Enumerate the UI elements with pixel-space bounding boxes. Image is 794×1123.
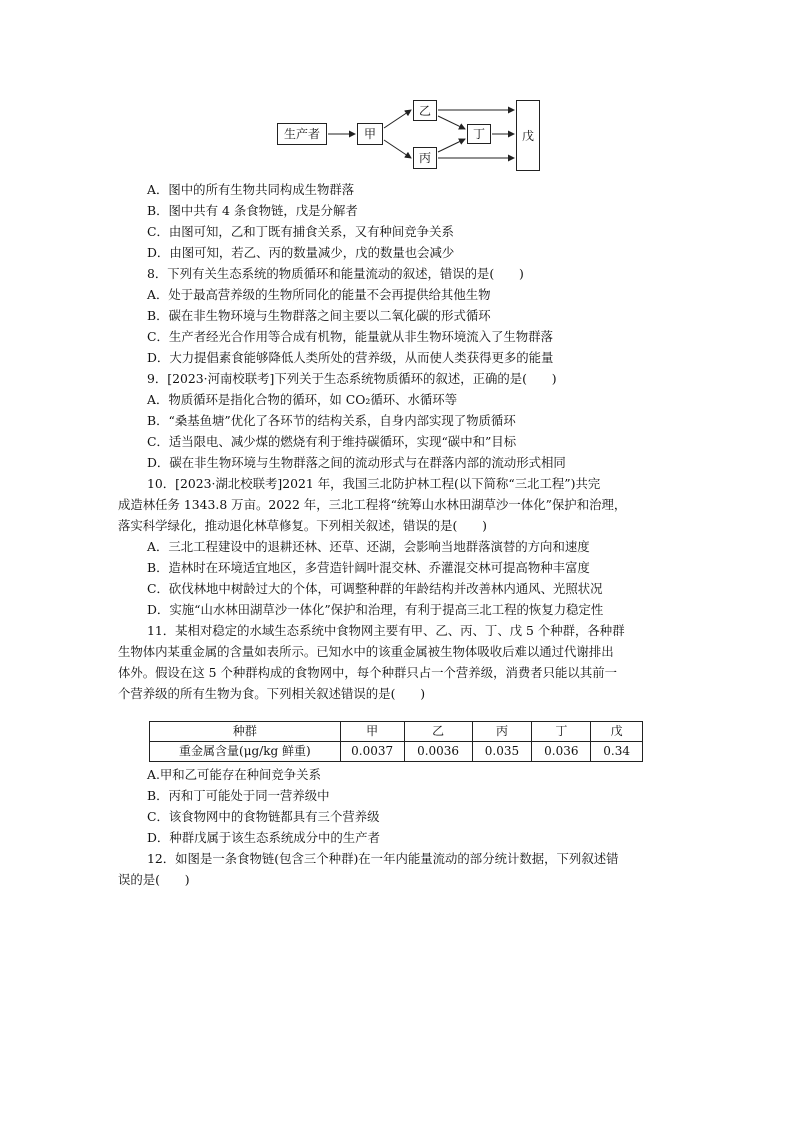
table-cell: 0.036	[532, 742, 591, 762]
question-10-line-3: 落实科学绿化，推动退化林草修复。下列相关叙述，错误的是( )	[118, 518, 487, 533]
option-7c: C．由图可知，乙和丁既有捕食关系，又有种间竞争关系	[147, 224, 454, 239]
table-cell: 0.035	[472, 742, 532, 762]
jia-node: 甲	[357, 123, 383, 145]
producer-node: 生产者	[277, 123, 327, 145]
option-9b: B．“桑基鱼塘”优化了各环节的结构关系，自身内部实现了物质循环	[147, 413, 516, 428]
table-header-cell: 丙	[472, 722, 532, 742]
table-cell: 0.0037	[340, 742, 404, 762]
table-header-cell: 种群	[150, 722, 341, 742]
question-11-line-2: 生物体内某重金属的含量如表所示。已知水中的该重金属被生物体吸收后难以通过代谢排出	[118, 644, 614, 659]
table-header-cell: 戊	[591, 722, 643, 742]
question-12-line-2: 误的是( )	[118, 872, 190, 887]
table-header-cell: 甲	[340, 722, 404, 742]
question-9: 9．[2023·河南校联考]下列关于生态系统物质循环的叙述，正确的是( )	[147, 371, 557, 386]
question-11-line-3: 体外。假设在这 5 个种群构成的食物网中，每个种群只占一个营养级，消费者只能以其前一	[118, 665, 617, 680]
option-8c: C．生产者经光合作用等合成有机物，能量就从非生物环境流入了生物群落	[147, 329, 553, 344]
question-8: 8．下列有关生态系统的物质循环和能量流动的叙述，错误的是( )	[147, 266, 524, 281]
option-8d: D．大力提倡素食能够降低人类所处的营养级，从而使人类获得更多的能量	[147, 350, 554, 365]
wu-node: 戊	[516, 100, 540, 171]
table-cell: 0.34	[591, 742, 643, 762]
option-9c: C．适当限电、减少煤的燃烧有利于维持碳循环，实现“碳中和”目标	[147, 434, 517, 449]
question-10-line-1: 10．[2023·湖北校联考]2021 年，我国三北防护林工程(以下简称“三北工程”)共完	[147, 476, 601, 491]
food-web-diagram	[270, 96, 570, 176]
option-8b: B．碳在非生物环境与生物群落之间主要以二氧化碳的形式循环	[147, 308, 491, 323]
table-cell: 重金属含量(μg/kg 鲜重)	[150, 742, 341, 762]
option-8a: A．处于最高营养级的生物所同化的能量不会再提供给其他生物	[147, 287, 491, 302]
table-header-cell: 丁	[532, 722, 591, 742]
question-11-line-1: 11．某相对稳定的水域生态系统中食物网主要有甲、乙、丙、丁、戊 5 个种群，各种群	[147, 623, 625, 638]
option-10b: B．造林时在环境适宜地区，多营造针阔叶混交林、乔灌混交林可提高物种丰富度	[147, 560, 590, 575]
option-9a: A．物质循环是指化合物的循环，如 CO₂循环、水循环等	[147, 392, 458, 407]
table-row	[150, 742, 643, 762]
option-9d: D．碳在非生物环境与生物群落之间的流动形式与在群落内部的流动形式相同	[147, 455, 566, 470]
table-header-cell: 乙	[404, 722, 472, 742]
option-11d: D．种群戊属于该生态系统成分中的生产者	[147, 830, 380, 845]
option-7d: D．由图可知，若乙、丙的数量减少，戊的数量也会减少	[147, 245, 455, 260]
ding-node: 丁	[467, 124, 491, 144]
option-11a: A.甲和乙可能存在种间竞争关系	[147, 767, 321, 782]
table-cell: 0.0036	[404, 742, 472, 762]
question-12-line-1: 12．如图是一条食物链(包含三个种群)在一年内能量流动的部分统计数据，下列叙述错	[147, 851, 619, 866]
option-10d: D．实施“山水林田湖草沙一体化”保护和治理，有利于提高三北工程的恢复力稳定性	[147, 602, 604, 617]
table-row	[150, 722, 643, 742]
question-10-line-2: 成造林任务 1343.8 万亩。2022 年，三北工程将“统筹山水林田湖草沙一体化”保护和治理，	[118, 497, 627, 512]
option-11c: C．该食物网中的食物链都具有三个营养级	[147, 809, 380, 824]
option-7b: B．图中共有 4 条食物链，戊是分解者	[147, 203, 358, 218]
bing-node: 丙	[413, 147, 437, 169]
option-7a: A．图中的所有生物共同构成生物群落	[147, 182, 355, 197]
yi-node: 乙	[413, 100, 437, 121]
option-10c: C．砍伐林地中树龄过大的个体，可调整种群的年龄结构并改善林内通风、光照状况	[147, 581, 603, 596]
option-11b: B．丙和丁可能处于同一营养级中	[147, 788, 330, 803]
option-10a: A．三北工程建设中的退耕还林、还草、还湖，会影响当地群落演替的方向和速度	[147, 539, 590, 554]
question-11-line-4: 个营养级的所有生物为食。下列相关叙述错误的是( )	[118, 686, 426, 701]
heavy-metal-table	[149, 721, 643, 762]
